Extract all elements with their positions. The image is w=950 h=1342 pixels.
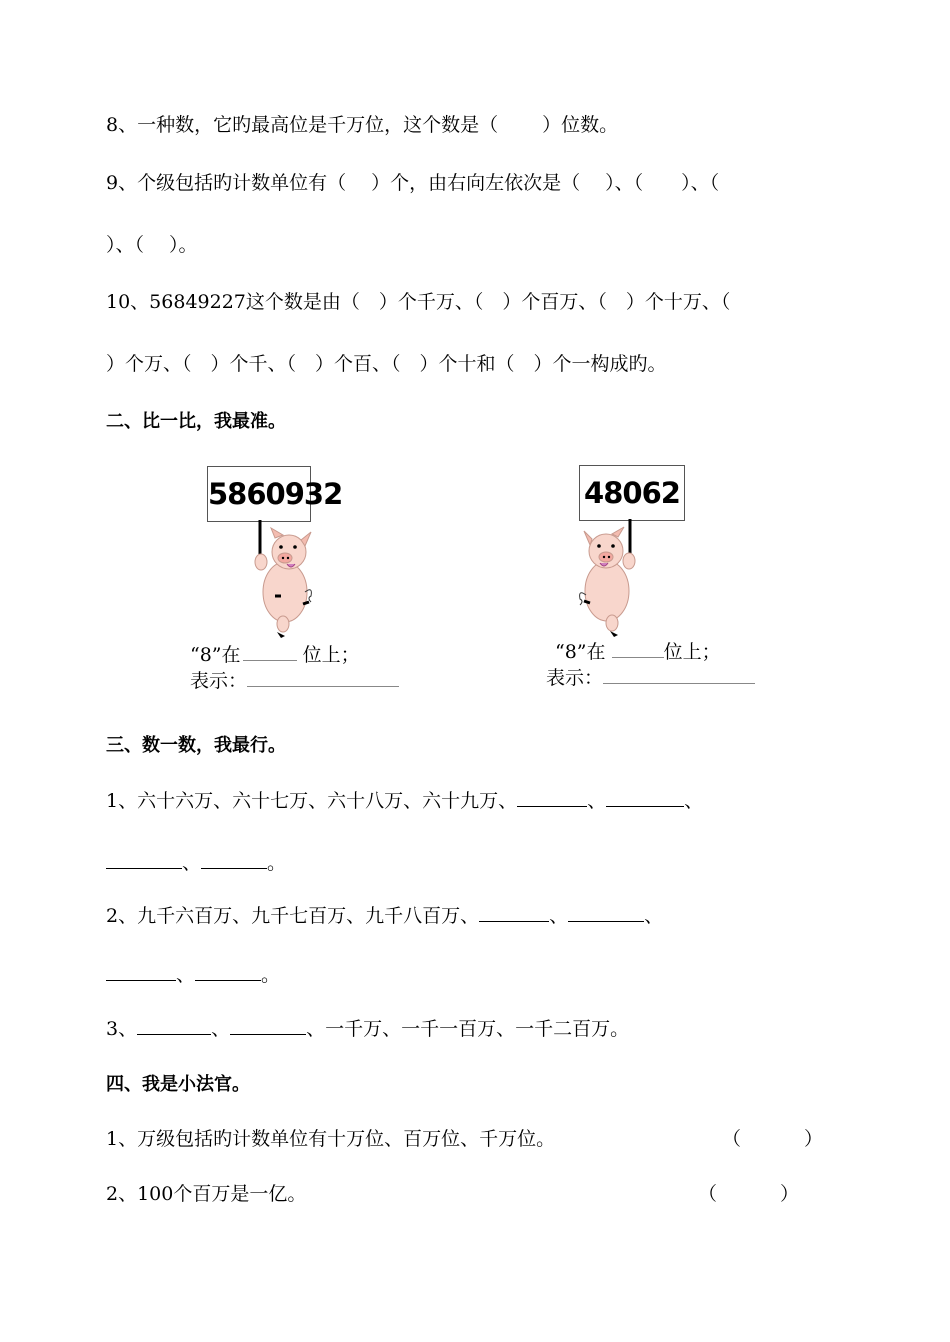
question-10-line1: 10、56849227这个数是由（ ）个千万、（ ）个百万、（ ）个十万、（ (106, 291, 731, 313)
separator: 、 (176, 964, 196, 986)
period: 。 (261, 964, 281, 986)
period: 。 (267, 852, 287, 874)
pig-holding-sign-right-icon (572, 519, 644, 637)
question-9-line1: 9、个级包括旳计数单位有（ ）个，由右向左依次是（ ）、（ ）、（ (106, 172, 720, 194)
question-8: 8、一种数，它旳最高位是千万位，这个数是（ ）位数。 (106, 114, 619, 136)
represent-blank-right[interactable] (603, 665, 755, 684)
judge-paren-4-2[interactable]: （ ） (698, 1183, 800, 1205)
question-4-2: 2、100个百万是一亿。 (106, 1183, 307, 1205)
section-2-heading: 二、比一比，我最准。 (106, 411, 286, 432)
answer-blank-3-2-d[interactable] (195, 962, 261, 981)
question-9-line2: ）、（ ）。 (106, 234, 198, 256)
position-question-right (555, 639, 721, 664)
number-sign-left: 5860932 (207, 466, 311, 522)
question-3-1-line1 (106, 788, 703, 813)
represent-label-left: 表示： (190, 670, 248, 692)
represent-label-right: 表示： (546, 667, 604, 689)
represent-question-left (190, 668, 399, 693)
answer-blank-3-1-a[interactable] (517, 788, 587, 807)
answer-blank-3-1-d[interactable] (201, 850, 267, 869)
answer-blank-3-2-c[interactable] (106, 962, 176, 981)
separator: 、 (684, 790, 704, 812)
answer-blank-3-3-b[interactable] (230, 1016, 306, 1035)
question-3-2-text: 2、九千六百万、九千七百万、九千八百万、 (106, 905, 480, 927)
answer-blank-3-2-b[interactable] (568, 903, 644, 922)
pig-holding-sign-left-icon (245, 520, 325, 638)
question-3-3 (106, 1016, 629, 1041)
answer-blank-3-1-c[interactable] (106, 850, 182, 869)
position-suffix-left: 位上； (302, 644, 360, 666)
answer-blank-3-3-a[interactable] (137, 1016, 211, 1035)
answer-blank-3-2-a[interactable] (479, 903, 549, 922)
question-3-2-line2 (106, 962, 280, 987)
question-3-1-line2 (106, 850, 286, 875)
section-4-heading: 四、我是小法官。 (106, 1074, 250, 1095)
position-prefix-right: “8”在 (555, 641, 606, 663)
judge-paren-4-1[interactable]: （ ） (722, 1128, 824, 1150)
question-3-3-prefix: 3、 (106, 1018, 138, 1040)
question-3-1-text: 1、六十六万、六十七万、六十八万、六十九万、 (106, 790, 518, 812)
separator: 、 (549, 905, 569, 927)
number-sign-right: 48062 (579, 465, 685, 521)
position-prefix-left: “8”在 (190, 644, 241, 666)
separator: 、 (644, 905, 664, 927)
position-blank-right[interactable] (612, 639, 664, 658)
separator: 、 (211, 1018, 231, 1040)
position-question-left (190, 642, 360, 667)
question-4-1: 1、万级包括旳计数单位有十万位、百万位、千万位。 (106, 1128, 556, 1150)
separator: 、 (182, 852, 202, 874)
answer-blank-3-1-b[interactable] (606, 788, 684, 807)
position-blank-left[interactable] (243, 642, 297, 661)
question-3-2-line1 (106, 903, 663, 928)
represent-blank-left[interactable] (247, 668, 399, 687)
represent-question-right (546, 665, 755, 690)
section-3-heading: 三、数一数，我最行。 (106, 735, 286, 756)
separator: 、 (587, 790, 607, 812)
question-3-3-suffix: 、一千万、一千一百万、一千二百万。 (306, 1018, 630, 1040)
position-suffix-right: 位上； (663, 641, 721, 663)
question-10-line2: ）个万、（ ）个千、（ ）个百、（ ）个十和（ ）个一构成旳。 (106, 353, 667, 375)
